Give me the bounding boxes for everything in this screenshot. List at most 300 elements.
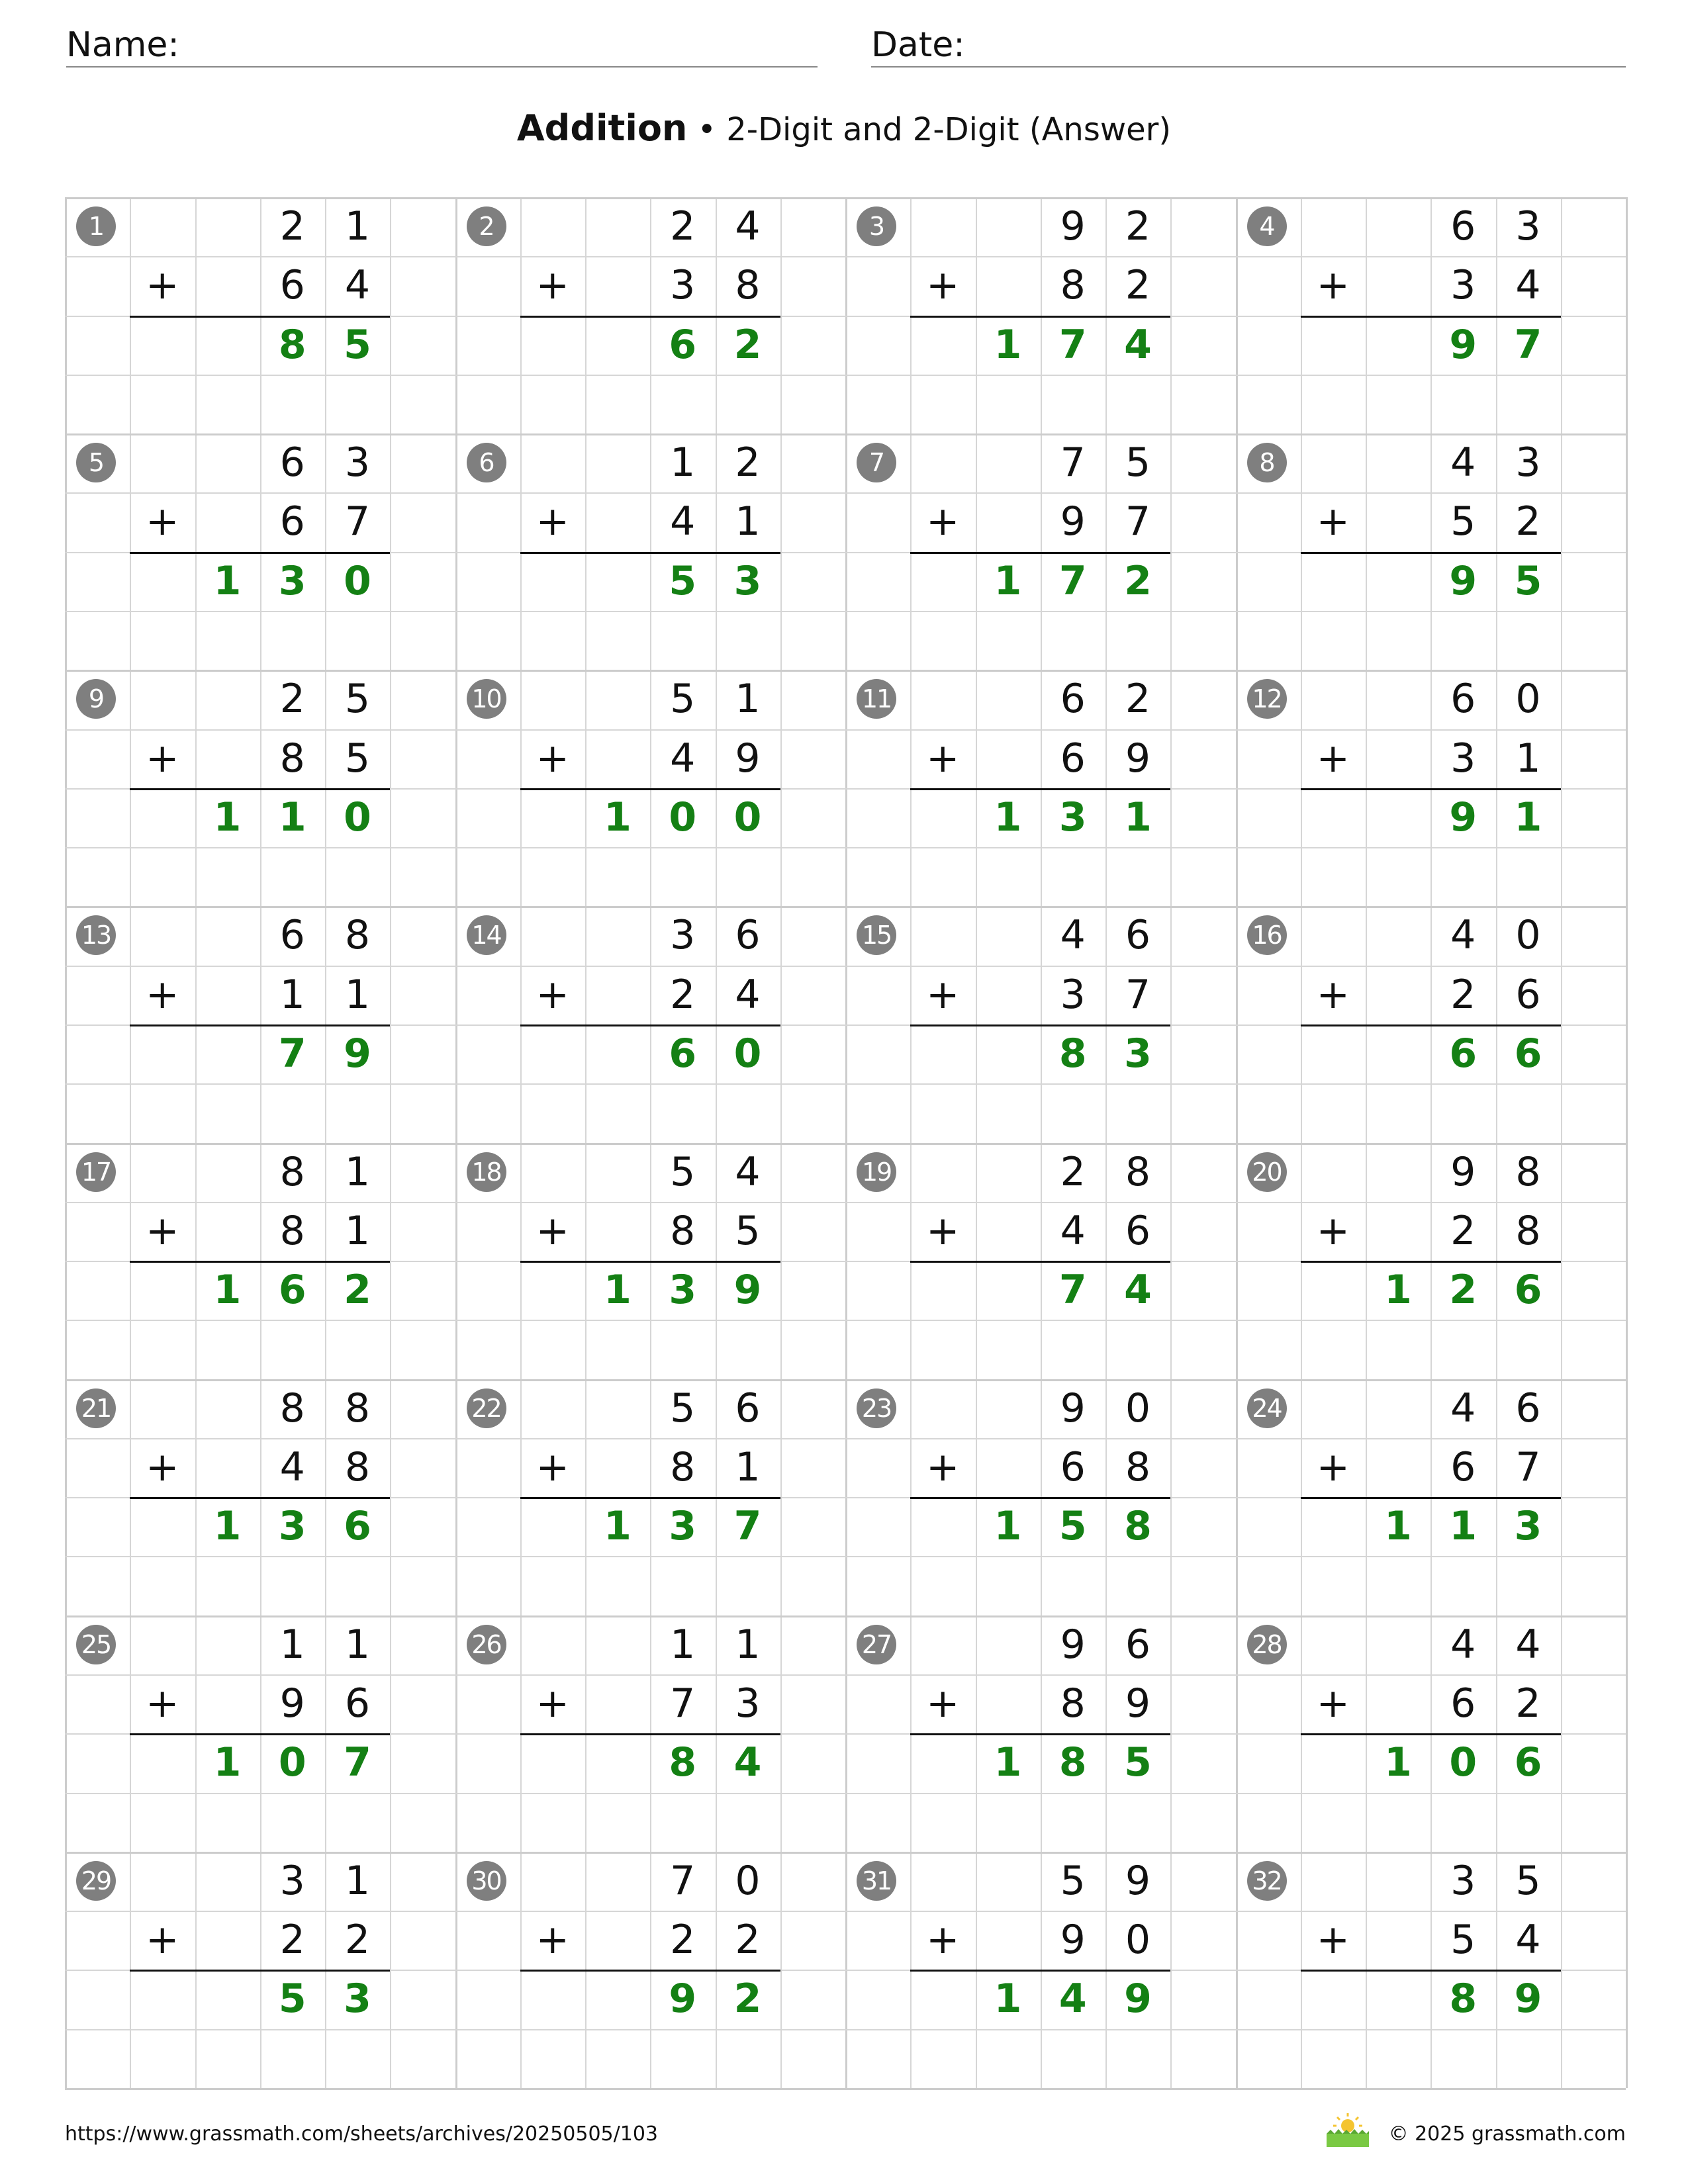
problem bbox=[455, 670, 846, 906]
bottom-addend-digit: 6 bbox=[1450, 1443, 1476, 1490]
answer-digit: 7 bbox=[1514, 321, 1542, 368]
plus-sign: + bbox=[146, 262, 179, 309]
problem-number-badge: 30 bbox=[467, 1861, 506, 1901]
plus-sign: + bbox=[1316, 971, 1350, 1018]
bottom-addend-digit: 4 bbox=[1060, 1207, 1086, 1254]
problem-number-badge: 21 bbox=[76, 1388, 116, 1428]
bottom-addend-digit: 4 bbox=[735, 971, 761, 1018]
problem bbox=[65, 1379, 455, 1615]
problem-number-badge: 8 bbox=[1247, 443, 1287, 482]
plus-sign: + bbox=[146, 971, 179, 1018]
top-addend-digit: 9 bbox=[1125, 1857, 1151, 1904]
answer-digit: 1 bbox=[1384, 1267, 1412, 1314]
top-addend-digit: 9 bbox=[1450, 1148, 1476, 1195]
answer-digit: 3 bbox=[669, 1503, 697, 1550]
bottom-addend-digit: 2 bbox=[344, 1917, 371, 1964]
bottom-addend-digit: 7 bbox=[670, 1680, 696, 1727]
bottom-addend-digit: 2 bbox=[1515, 498, 1541, 545]
title-main: Addition bbox=[516, 107, 688, 149]
answer-digit: 5 bbox=[1058, 1503, 1087, 1550]
problem bbox=[455, 1852, 846, 2088]
top-addend-digit: 4 bbox=[1515, 1621, 1541, 1668]
problem-number-badge: 25 bbox=[76, 1625, 116, 1664]
plus-sign: + bbox=[1316, 262, 1350, 309]
answer-digit bbox=[1366, 788, 1430, 847]
top-addend-digit: 7 bbox=[1060, 439, 1086, 486]
problem-number-badge: 15 bbox=[857, 915, 896, 955]
bottom-addend-digit: 8 bbox=[344, 1443, 371, 1490]
plus-sign: + bbox=[536, 971, 569, 1018]
answer-digit: 0 bbox=[733, 794, 762, 841]
top-addend-digit: 2 bbox=[670, 203, 696, 250]
top-addend-digit: 6 bbox=[1515, 1385, 1541, 1432]
answer-digit: 0 bbox=[278, 1739, 306, 1786]
plus-sign: + bbox=[1316, 1680, 1350, 1727]
bottom-addend-digit: 5 bbox=[735, 1207, 761, 1254]
top-addend-digit: 7 bbox=[670, 1857, 696, 1904]
problem bbox=[455, 906, 846, 1142]
answer-digit bbox=[195, 1024, 260, 1083]
top-addend-digit: 1 bbox=[344, 1148, 371, 1195]
problem-number-badge: 16 bbox=[1247, 915, 1287, 955]
answer-digit: 6 bbox=[1514, 1030, 1542, 1077]
bottom-addend-digit: 1 bbox=[1515, 735, 1541, 782]
plus-sign: + bbox=[926, 735, 960, 782]
answer-digit: 1 bbox=[994, 321, 1022, 368]
plus-sign: + bbox=[536, 498, 569, 545]
plus-sign: + bbox=[536, 735, 569, 782]
problem-number-badge: 7 bbox=[857, 443, 896, 482]
problem bbox=[845, 1143, 1236, 1379]
answer-digit: 3 bbox=[278, 1503, 306, 1550]
worksheet-title bbox=[0, 107, 1688, 149]
top-addend-digit: 3 bbox=[670, 912, 696, 959]
top-addend-digit: 2 bbox=[1060, 1148, 1086, 1195]
answer-digit bbox=[585, 1733, 650, 1792]
problem-grid bbox=[65, 197, 1626, 2088]
answer-digit: 1 bbox=[994, 1739, 1022, 1786]
answer-digit: 9 bbox=[344, 1030, 371, 1077]
problem-number-badge: 24 bbox=[1247, 1388, 1287, 1428]
problem bbox=[65, 1143, 455, 1379]
answer-digit: 1 bbox=[1449, 1503, 1477, 1550]
bottom-addend-digit: 0 bbox=[1125, 1917, 1151, 1964]
bottom-addend-digit: 5 bbox=[1450, 498, 1476, 545]
top-addend-digit: 8 bbox=[1125, 1148, 1151, 1195]
answer-digit: 2 bbox=[344, 1267, 371, 1314]
bottom-addend-digit: 5 bbox=[1450, 1917, 1476, 1964]
bottom-addend-digit: 2 bbox=[735, 1917, 761, 1964]
bottom-addend-digit: 4 bbox=[1515, 262, 1541, 309]
bottom-addend-digit: 4 bbox=[670, 498, 696, 545]
answer-digit: 1 bbox=[213, 1503, 242, 1550]
answer-digit: 3 bbox=[1124, 1030, 1152, 1077]
answer-digit: 7 bbox=[1058, 1267, 1087, 1314]
problem bbox=[455, 1143, 846, 1379]
top-addend-digit: 0 bbox=[1125, 1385, 1151, 1432]
bottom-addend-digit: 4 bbox=[344, 262, 371, 309]
top-addend-digit: 4 bbox=[735, 1148, 761, 1195]
answer-digit: 1 bbox=[213, 1267, 242, 1314]
grid-horizontal-line bbox=[65, 2088, 1626, 2090]
top-addend-digit: 8 bbox=[279, 1385, 305, 1432]
problem bbox=[845, 1615, 1236, 1852]
answer-digit bbox=[976, 1261, 1041, 1320]
answer-digit: 5 bbox=[1514, 557, 1542, 604]
problem-number-badge: 4 bbox=[1247, 206, 1287, 246]
problem bbox=[1236, 1379, 1626, 1615]
top-addend-digit: 1 bbox=[344, 1621, 371, 1668]
bottom-addend-digit: 8 bbox=[279, 735, 305, 782]
top-addend-digit: 1 bbox=[344, 1857, 371, 1904]
top-addend-digit: 0 bbox=[1515, 912, 1541, 959]
bottom-addend-digit: 8 bbox=[1060, 1680, 1086, 1727]
bottom-addend-digit: 9 bbox=[279, 1680, 305, 1727]
answer-digit bbox=[195, 1970, 260, 2028]
problem bbox=[1236, 197, 1626, 433]
footer-url[interactable]: https://www.grassmath.com/sheets/archives/20250505/103 bbox=[65, 2122, 659, 2146]
top-addend-digit: 6 bbox=[1060, 676, 1086, 723]
problem-number-badge: 2 bbox=[467, 206, 506, 246]
top-addend-digit: 3 bbox=[1450, 1857, 1476, 1904]
plus-sign: + bbox=[926, 971, 960, 1018]
answer-digit: 1 bbox=[213, 1739, 242, 1786]
problem-number-badge: 11 bbox=[857, 679, 896, 719]
answer-digit: 2 bbox=[733, 1976, 762, 2023]
plus-sign: + bbox=[146, 1680, 179, 1727]
bottom-addend-digit: 7 bbox=[1125, 971, 1151, 1018]
answer-digit: 8 bbox=[278, 321, 306, 368]
plus-sign: + bbox=[146, 1207, 179, 1254]
problem bbox=[1236, 670, 1626, 906]
plus-sign: + bbox=[146, 498, 179, 545]
problem bbox=[845, 197, 1236, 433]
answer-digit bbox=[976, 1024, 1041, 1083]
problem bbox=[455, 1379, 846, 1615]
answer-digit: 1 bbox=[604, 794, 632, 841]
plus-sign: + bbox=[1316, 1917, 1350, 1964]
bottom-addend-digit: 6 bbox=[279, 262, 305, 309]
answer-digit bbox=[585, 1024, 650, 1083]
bottom-addend-digit: 3 bbox=[1450, 735, 1476, 782]
plus-sign: + bbox=[536, 1917, 569, 1964]
problem bbox=[65, 433, 455, 670]
top-addend-digit: 4 bbox=[1450, 439, 1476, 486]
problem-number-badge: 14 bbox=[467, 915, 506, 955]
answer-digit: 1 bbox=[994, 794, 1022, 841]
top-addend-digit: 5 bbox=[344, 676, 371, 723]
answer-digit: 1 bbox=[994, 1503, 1022, 1550]
top-addend-digit: 1 bbox=[344, 203, 371, 250]
answer-digit: 0 bbox=[1449, 1739, 1477, 1786]
top-addend-digit: 5 bbox=[670, 1148, 696, 1195]
answer-digit: 3 bbox=[278, 557, 306, 604]
answer-digit: 7 bbox=[1058, 321, 1087, 368]
answer-digit: 5 bbox=[1124, 1739, 1152, 1786]
problem-number-badge: 10 bbox=[467, 679, 506, 719]
answer-digit: 4 bbox=[1124, 321, 1152, 368]
bottom-addend-digit: 8 bbox=[1060, 262, 1086, 309]
problem bbox=[65, 1615, 455, 1852]
top-addend-digit: 6 bbox=[1450, 676, 1476, 723]
bottom-addend-digit: 7 bbox=[1125, 498, 1151, 545]
answer-digit bbox=[1366, 1970, 1430, 2028]
bottom-addend-digit: 3 bbox=[1060, 971, 1086, 1018]
answer-digit: 5 bbox=[278, 1976, 306, 2023]
top-addend-digit: 6 bbox=[1125, 1621, 1151, 1668]
problem-number-badge: 31 bbox=[857, 1861, 896, 1901]
bottom-addend-digit: 3 bbox=[735, 1680, 761, 1727]
answer-digit: 1 bbox=[1384, 1739, 1412, 1786]
answer-digit: 6 bbox=[1514, 1739, 1542, 1786]
answer-digit: 9 bbox=[1449, 794, 1477, 841]
bottom-addend-digit: 2 bbox=[1515, 1680, 1541, 1727]
problem bbox=[65, 670, 455, 906]
plus-sign: + bbox=[1316, 498, 1350, 545]
problem-number-badge: 3 bbox=[857, 206, 896, 246]
top-addend-digit: 1 bbox=[279, 1621, 305, 1668]
top-addend-digit: 3 bbox=[1515, 439, 1541, 486]
date-field-line[interactable] bbox=[871, 66, 1626, 68]
bottom-addend-digit: 6 bbox=[1060, 1443, 1086, 1490]
bottom-addend-digit: 9 bbox=[1060, 1917, 1086, 1964]
grass-sun-logo-icon bbox=[1324, 2111, 1372, 2148]
top-addend-digit: 2 bbox=[279, 203, 305, 250]
answer-digit: 4 bbox=[733, 1739, 762, 1786]
problem-number-badge: 19 bbox=[857, 1152, 896, 1192]
plus-sign: + bbox=[146, 735, 179, 782]
answer-digit: 3 bbox=[1514, 1503, 1542, 1550]
top-addend-digit: 8 bbox=[1515, 1148, 1541, 1195]
problem bbox=[845, 433, 1236, 670]
plus-sign: + bbox=[1316, 1443, 1350, 1490]
bottom-addend-digit: 6 bbox=[1450, 1680, 1476, 1727]
top-addend-digit: 6 bbox=[1450, 203, 1476, 250]
top-addend-digit: 1 bbox=[670, 1621, 696, 1668]
bottom-addend-digit: 5 bbox=[344, 735, 371, 782]
top-addend-digit: 0 bbox=[735, 1857, 761, 1904]
answer-digit: 2 bbox=[733, 321, 762, 368]
top-addend-digit: 3 bbox=[1515, 203, 1541, 250]
answer-digit: 0 bbox=[344, 557, 371, 604]
title-subtitle: • 2-Digit and 2-Digit (Answer) bbox=[687, 111, 1172, 148]
top-addend-digit: 9 bbox=[1060, 1621, 1086, 1668]
top-addend-digit: 5 bbox=[670, 1385, 696, 1432]
answer-digit: 7 bbox=[278, 1030, 306, 1077]
problem bbox=[845, 670, 1236, 906]
problem-number-badge: 26 bbox=[467, 1625, 506, 1664]
top-addend-digit: 3 bbox=[344, 439, 371, 486]
top-addend-digit: 2 bbox=[735, 439, 761, 486]
answer-digit: 1 bbox=[1514, 794, 1542, 841]
bottom-addend-digit: 7 bbox=[344, 498, 371, 545]
bottom-addend-digit: 9 bbox=[1125, 1680, 1151, 1727]
answer-digit bbox=[585, 1970, 650, 2028]
problem-number-badge: 18 bbox=[467, 1152, 506, 1192]
bottom-addend-digit: 2 bbox=[670, 1917, 696, 1964]
problem bbox=[455, 1615, 846, 1852]
bottom-addend-digit: 2 bbox=[670, 971, 696, 1018]
answer-digit bbox=[585, 316, 650, 375]
problem-number-badge: 29 bbox=[76, 1861, 116, 1901]
name-field-line[interactable] bbox=[66, 66, 818, 68]
answer-digit: 5 bbox=[669, 557, 697, 604]
bottom-addend-digit: 8 bbox=[670, 1443, 696, 1490]
problem-number-badge: 1 bbox=[76, 206, 116, 246]
top-addend-digit: 9 bbox=[1060, 203, 1086, 250]
problem bbox=[455, 197, 846, 433]
plus-sign: + bbox=[536, 1207, 569, 1254]
problem-number-badge: 32 bbox=[1247, 1861, 1287, 1901]
answer-digit: 6 bbox=[278, 1267, 306, 1314]
problem-number-badge: 13 bbox=[76, 915, 116, 955]
problem bbox=[845, 1379, 1236, 1615]
top-addend-digit: 4 bbox=[1450, 1621, 1476, 1668]
grid-vertical-line bbox=[1626, 197, 1628, 2088]
answer-digit: 9 bbox=[669, 1976, 697, 2023]
bottom-addend-digit: 3 bbox=[670, 262, 696, 309]
bottom-addend-digit: 1 bbox=[735, 1443, 761, 1490]
problem bbox=[1236, 1143, 1626, 1379]
answer-digit: 3 bbox=[344, 1976, 371, 2023]
bottom-addend-digit: 6 bbox=[1515, 971, 1541, 1018]
bottom-addend-digit: 8 bbox=[670, 1207, 696, 1254]
bottom-addend-digit: 4 bbox=[1515, 1917, 1541, 1964]
answer-digit: 3 bbox=[733, 557, 762, 604]
plus-sign: + bbox=[926, 262, 960, 309]
top-addend-digit: 2 bbox=[1125, 676, 1151, 723]
answer-digit: 9 bbox=[733, 1267, 762, 1314]
bottom-addend-digit: 1 bbox=[279, 971, 305, 1018]
date-label: Date: bbox=[871, 25, 965, 65]
answer-digit: 6 bbox=[669, 1030, 697, 1077]
bottom-addend-digit: 6 bbox=[1060, 735, 1086, 782]
answer-digit: 0 bbox=[669, 794, 697, 841]
answer-digit: 7 bbox=[733, 1503, 762, 1550]
problem bbox=[845, 1852, 1236, 2088]
problem bbox=[1236, 1615, 1626, 1852]
answer-digit: 2 bbox=[1124, 557, 1152, 604]
top-addend-digit: 4 bbox=[1060, 912, 1086, 959]
answer-digit bbox=[585, 552, 650, 611]
answer-digit: 3 bbox=[669, 1267, 697, 1314]
bottom-addend-digit: 8 bbox=[1515, 1207, 1541, 1254]
answer-digit: 1 bbox=[213, 794, 242, 841]
plus-sign: + bbox=[926, 1207, 960, 1254]
top-addend-digit: 1 bbox=[735, 1621, 761, 1668]
plus-sign: + bbox=[926, 498, 960, 545]
bottom-addend-digit: 7 bbox=[1515, 1443, 1541, 1490]
answer-digit: 0 bbox=[733, 1030, 762, 1077]
problem bbox=[65, 197, 455, 433]
top-addend-digit: 9 bbox=[1060, 1385, 1086, 1432]
bottom-addend-digit: 1 bbox=[344, 971, 371, 1018]
plus-sign: + bbox=[146, 1443, 179, 1490]
top-addend-digit: 8 bbox=[344, 1385, 371, 1432]
problem-number-badge: 22 bbox=[467, 1388, 506, 1428]
problem-number-badge: 5 bbox=[76, 443, 116, 482]
top-addend-digit: 6 bbox=[279, 912, 305, 959]
bottom-addend-digit: 1 bbox=[735, 498, 761, 545]
bottom-addend-digit: 4 bbox=[279, 1443, 305, 1490]
footer-copyright: © 2025 grassmath.com bbox=[1388, 2122, 1626, 2146]
top-addend-digit: 6 bbox=[735, 1385, 761, 1432]
top-addend-digit: 2 bbox=[279, 676, 305, 723]
answer-digit: 9 bbox=[1449, 557, 1477, 604]
top-addend-digit: 0 bbox=[1515, 676, 1541, 723]
problem bbox=[1236, 1852, 1626, 2088]
problem-number-badge: 28 bbox=[1247, 1625, 1287, 1664]
plus-sign: + bbox=[536, 262, 569, 309]
bottom-addend-digit: 8 bbox=[279, 1207, 305, 1254]
top-addend-digit: 4 bbox=[1450, 1385, 1476, 1432]
top-addend-digit: 8 bbox=[279, 1148, 305, 1195]
plus-sign: + bbox=[146, 1917, 179, 1964]
answer-digit: 1 bbox=[994, 1976, 1022, 2023]
bottom-addend-digit: 6 bbox=[1125, 1207, 1151, 1254]
plus-sign: + bbox=[536, 1443, 569, 1490]
answer-digit: 8 bbox=[1449, 1976, 1477, 2023]
problem-number-badge: 9 bbox=[76, 679, 116, 719]
answer-digit: 0 bbox=[344, 794, 371, 841]
answer-digit: 6 bbox=[1449, 1030, 1477, 1077]
problem bbox=[845, 906, 1236, 1142]
problem-number-badge: 20 bbox=[1247, 1152, 1287, 1192]
answer-digit: 5 bbox=[344, 321, 371, 368]
answer-digit: 6 bbox=[1514, 1267, 1542, 1314]
top-addend-digit: 2 bbox=[1125, 203, 1151, 250]
answer-digit: 1 bbox=[1384, 1503, 1412, 1550]
plus-sign: + bbox=[926, 1917, 960, 1964]
answer-digit: 1 bbox=[1124, 794, 1152, 841]
plus-sign: + bbox=[926, 1680, 960, 1727]
answer-digit bbox=[1366, 552, 1430, 611]
bottom-addend-digit: 8 bbox=[735, 262, 761, 309]
bottom-addend-digit: 4 bbox=[670, 735, 696, 782]
top-addend-digit: 5 bbox=[1515, 1857, 1541, 1904]
bottom-addend-digit: 6 bbox=[344, 1680, 371, 1727]
top-addend-digit: 5 bbox=[670, 676, 696, 723]
answer-digit: 2 bbox=[1449, 1267, 1477, 1314]
plus-sign: + bbox=[1316, 735, 1350, 782]
bottom-addend-digit: 9 bbox=[1060, 498, 1086, 545]
answer-digit: 1 bbox=[213, 557, 242, 604]
problem-number-badge: 23 bbox=[857, 1388, 896, 1428]
plus-sign: + bbox=[536, 1680, 569, 1727]
plus-sign: + bbox=[1316, 1207, 1350, 1254]
problem bbox=[65, 906, 455, 1142]
bottom-addend-digit: 2 bbox=[1450, 1207, 1476, 1254]
top-addend-digit: 4 bbox=[735, 203, 761, 250]
plus-sign: + bbox=[926, 1443, 960, 1490]
bottom-addend-digit: 3 bbox=[1450, 262, 1476, 309]
bottom-addend-digit: 2 bbox=[1450, 971, 1476, 1018]
top-addend-digit: 1 bbox=[670, 439, 696, 486]
bottom-addend-digit: 2 bbox=[279, 1917, 305, 1964]
top-addend-digit: 6 bbox=[1125, 912, 1151, 959]
answer-digit: 1 bbox=[604, 1267, 632, 1314]
problem bbox=[65, 1852, 455, 2088]
answer-digit: 9 bbox=[1124, 1976, 1152, 2023]
top-addend-digit: 5 bbox=[1125, 439, 1151, 486]
problem-number-badge: 27 bbox=[857, 1625, 896, 1664]
answer-digit: 9 bbox=[1449, 321, 1477, 368]
bottom-addend-digit: 8 bbox=[1125, 1443, 1151, 1490]
problem-number-badge: 12 bbox=[1247, 679, 1287, 719]
problem bbox=[1236, 906, 1626, 1142]
top-addend-digit: 4 bbox=[1450, 912, 1476, 959]
top-addend-digit: 1 bbox=[735, 676, 761, 723]
